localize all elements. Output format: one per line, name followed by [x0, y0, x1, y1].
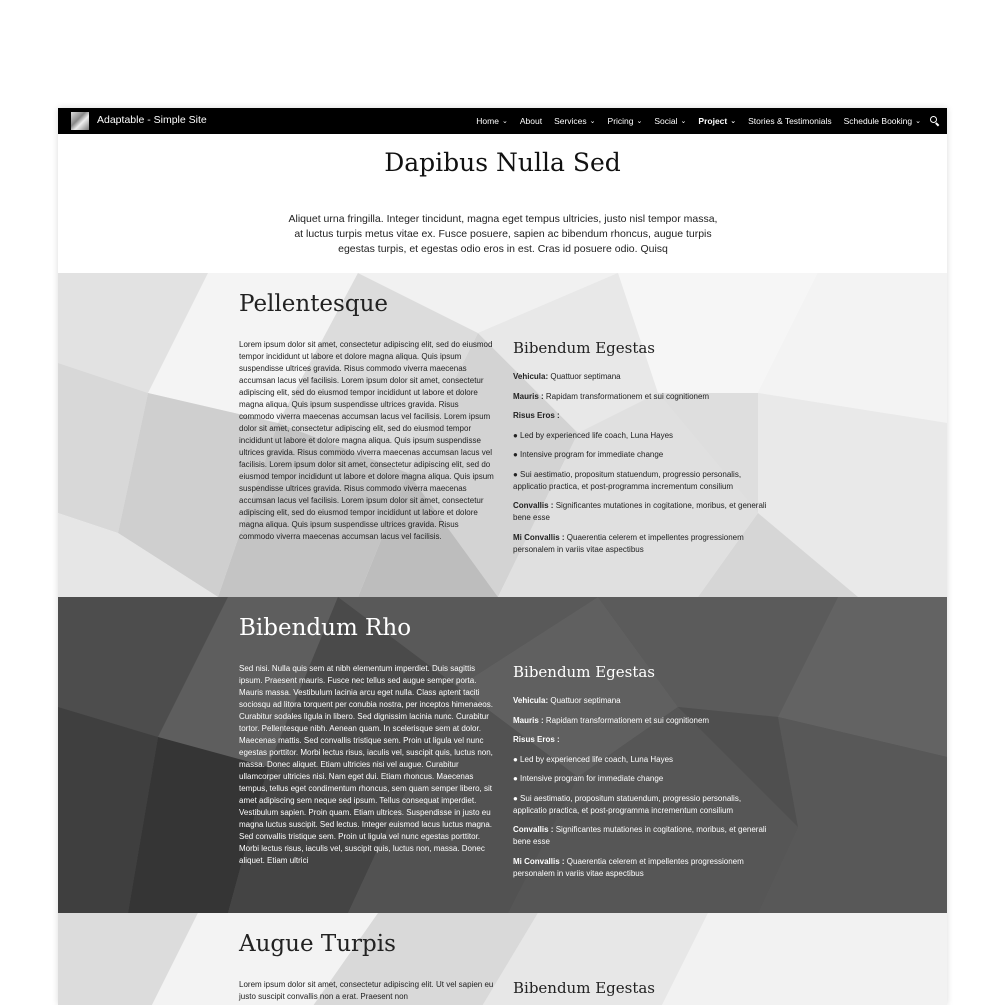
- hero-text: Aliquet urna fringilla. Integer tincidunt, magna eget tempus ultricies, justo nisl tempor massa, at luctus turpis metus vitae ex. Fusce posuere, sapien ac bibendum rhoncus, augue turpis egestas turpis, et egestas odio eros in est. Cras id posuere odio. Quisq: [288, 213, 718, 255]
- page: [58, 108, 947, 1005]
- background-pattern: [58, 597, 947, 913]
- page-title: Dapibus Nulla Sed: [384, 148, 621, 177]
- section-augue-turpis: [58, 913, 947, 1005]
- aside-convallis: Convallis : Significantes mutationes in cogitatione, moribus, et generali bene esse: [513, 501, 767, 522]
- chevron-down-icon: ⌄: [680, 118, 687, 125]
- nav-item-label: Services: [554, 116, 587, 126]
- chevron-down-icon: ⌄: [589, 118, 596, 125]
- nav-item-project[interactable]: [698, 116, 736, 126]
- aside-title: Bibendum Egestas: [513, 979, 656, 997]
- nav-item-label: Home: [476, 116, 499, 126]
- aside-bullet: ● Led by experienced life coach, Luna Hayes: [513, 754, 674, 764]
- aside-mi-convallis: Mi Convallis : Quaerentia celerem et impellentes progressionem personalem in variis vitae aspectibus: [513, 856, 744, 878]
- section-title: Augue Turpis: [239, 931, 396, 957]
- aside-bullet: ● Led by experienced life coach, Luna Hayes: [513, 430, 674, 440]
- nav-item-label: About: [519, 116, 543, 126]
- nav-item-home[interactable]: [476, 116, 508, 126]
- search-icon[interactable]: [929, 115, 941, 127]
- aside-bullet: ● Sui aestimatio, propositum statuendum, progressio personalis, applicatio practica, et post-programma incrementum consilium: [513, 469, 742, 491]
- nav-item-about[interactable]: [520, 116, 542, 126]
- section-title: Bibendum Rho: [239, 615, 412, 641]
- nav-item-stories[interactable]: [748, 116, 831, 126]
- nav-menu: [464, 108, 921, 134]
- top-nav: [58, 108, 947, 134]
- nav-item-label: Project: [698, 116, 728, 126]
- section-bibendum-rho: [58, 597, 947, 913]
- aside-mi-convallis: Mi Convallis : Quaerentia celerem et impellentes progressionem personalem in variis vitae aspectibus: [513, 532, 744, 554]
- aside-title: Bibendum Egestas: [513, 663, 656, 681]
- section-aside: [513, 979, 773, 1005]
- aside-risus: Risus Eros :: [513, 411, 560, 420]
- nav-item-label: Schedule Booking: [843, 116, 913, 126]
- chevron-down-icon: ⌄: [636, 118, 643, 125]
- aside-convallis: Convallis : Significantes mutationes in cogitatione, moribus, et generali bene esse: [513, 825, 767, 846]
- background-pattern: [58, 913, 947, 1005]
- site-title[interactable]: Adaptable - Simple Site: [97, 114, 207, 126]
- nav-item-label: Social: [654, 116, 678, 126]
- chevron-down-icon: ⌄: [915, 118, 921, 125]
- nav-item-social[interactable]: [654, 116, 686, 126]
- section-body: Sed nisi. Nulla quis sem at nibh elementum imperdiet. Duis sagittis ipsum. Praesent mauris. Fusce nec tellus sed augue semper porta. Mauris massa. Vestibulum lacinia arcu eget nulla. Class aptent taciti sociosqu ad litora torquent per conubia nostra, per inceptos himenaeos. Curabitur sodales ligula in libero. Sed dignissim lacinia nunc. Curabitur tortor. Pellentesque nibh. Aenean quam. In scelerisque sem at dolor. Maecenas mattis. Sed convallis tristique sem. Proin ut ligula vel nunc egestas porttitor. Morbi lectus risus, iaculis vel, suscipit quis, luctus non, massa. Donec aliquet. Etiam ultricies nisi vel augue. Curabitur ullamcorper ultricies nisi. Nam eget dui. Etiam rhoncus. Maecenas tempus, tellus eget condimentum rhoncus, sem quam semper libero, sit amet adipiscing sem neque sed ipsum. Tellus consequat imperdiet. Vestibulum sapien. Proin quam. Etiam ultrices. Suspendisse in justo eu magna luctus suscipit. Sed lectus. Integer euismod lacus luctus magna. Sed convallis tristique sem. Proin ut ligula vel nunc egestas porttitor. Morbi lectus risus, iaculis vel, suscipit quis, luctus non, massa. Donec aliquet. Etiam ultrici: [239, 664, 493, 865]
- chevron-down-icon: ⌄: [730, 118, 737, 125]
- section-body: Lorem ipsum dolor sit amet, consectetur adipiscing elit. Ut vel sapien eu justo suscipit convallis non a erat. Praesent non: [239, 980, 494, 1001]
- section-pellentesque: [58, 273, 947, 597]
- section-aside: [513, 663, 773, 887]
- section-title: Pellentesque: [239, 291, 388, 317]
- chevron-down-icon: ⌄: [501, 118, 508, 125]
- nav-item-schedule-booking[interactable]: [844, 116, 921, 126]
- aside-bullet: ● Intensive program for immediate change: [513, 774, 664, 783]
- background-pattern: [58, 273, 947, 597]
- nav-item-services[interactable]: [554, 116, 595, 126]
- aside-bullet: ● Intensive program for immediate change: [513, 450, 664, 459]
- section-body: Lorem ipsum dolor sit amet, consectetur adipiscing elit, sed do eiusmod tempor incididunt ut labore et dolore magna aliqua. Quis ipsum suspendisse ultrices gravida. Risus commodo viverra maecenas accumsan lacus vel facilisis. Lorem ipsum dolor sit amet, consectetur adipiscing elit, sed do eiusmod tempor incididunt ut labore et dolore magna aliqua. Quis ipsum suspendisse ultrices gravida. Risus commodo viverra maecenas accumsan lacus vel facilisis. Lorem ipsum dolor sit amet, consectetur adipiscing elit, sed do eiusmod tempor incididunt ut labore et dolore magna aliqua. Quis ipsum suspendisse ultrices gravida. Risus commodo viverra maecenas accumsan lacus vel facilisis. Lorem ipsum dolor sit amet, consectetur adipiscing elit, sed do eiusmod tempor incididunt ut labore et dolore magna aliqua. Quis ipsum suspendisse ultrices gravida. Risus commodo viverra maecenas accumsan lacus vel facilisis. Lorem ipsum dolor sit amet, consectetur adipiscing elit, sed do eiusmod tempor incididunt ut labore et dolore magna aliqua. Quis ipsum suspendisse ultrices gravida. Risus commodo viverra maecenas accumsan lacus vel facilisis.: [239, 340, 494, 541]
- nav-item-label: Stories & Testimonials: [748, 116, 832, 126]
- aside-mauris: Mauris : Rapidam transformationem et sui cognitionem: [513, 391, 710, 401]
- aside-mauris: Mauris : Rapidam transformationem et sui cognitionem: [513, 715, 710, 725]
- aside-risus: Risus Eros :: [513, 735, 560, 744]
- nav-item-label: Pricing: [607, 116, 634, 126]
- aside-vehicula: Vehicula: Quattuor septimana: [513, 372, 621, 381]
- site-logo[interactable]: [71, 112, 89, 130]
- aside-title: Bibendum Egestas: [513, 339, 656, 357]
- nav-item-pricing[interactable]: [608, 116, 643, 126]
- aside-vehicula: Vehicula: Quattuor septimana: [513, 696, 621, 705]
- aside-bullet: ● Sui aestimatio, propositum statuendum, progressio personalis, applicatio practica, et post-programma incrementum consilium: [513, 793, 742, 815]
- section-aside: [513, 339, 773, 563]
